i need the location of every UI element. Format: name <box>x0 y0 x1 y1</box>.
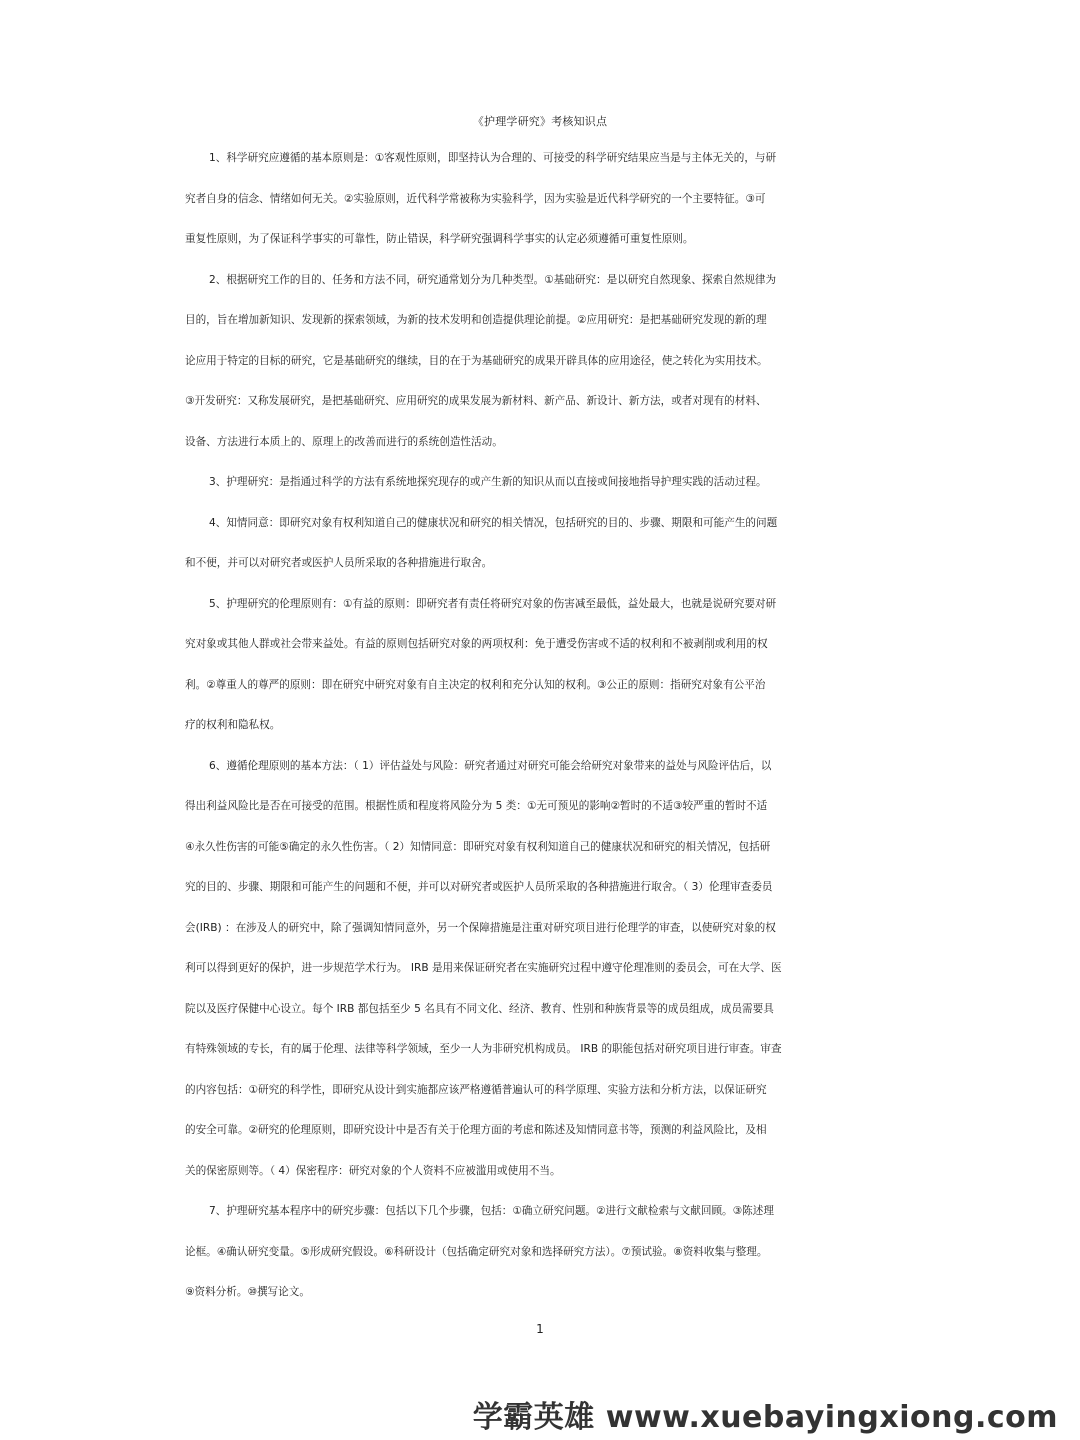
text-line: 关的保密原则等。（ 4）保密程序：研究对象的个人资料不应被滥用或使用不当。 <box>185 1164 561 1177</box>
text-line: 究的目的、步骤、期限和可能产生的问题和不便，并可以对研究者或医护人员所采取的各种措施进行取舍。（ 3）伦理审查委员 <box>185 881 773 893</box>
text-line: ③开发研究：又称发展研究，是把基础研究、应用研究的成果发展为新材料、新产品、新设计、新方法，或者对现有的材料、 <box>185 395 767 407</box>
text-line: 利可以得到更好的保护，进一步规范学术行为。 IRB 是用来保证研究者在实施研究过程中遵守伦理准则的委员会，可在大学、医 <box>185 962 782 974</box>
text-line: 设备、方法进行本质上的、原理上的改善而进行的系统创造性活动。 <box>185 435 503 448</box>
text-line: 究对象或其他人群或社会带来益处。有益的原则包括研究对象的两项权利：免于遭受伤害或不适的权利和不被剥削或利用的权 <box>185 638 768 650</box>
text-line: 利。②尊重人的尊严的原则：即在研究中研究对象有自主决定的权利和充分认知的权利。③公正的原则：指研究对象有公平治 <box>185 678 766 691</box>
text-line: ④永久性伤害的可能⑤确定的永久性伤害。（ 2）知情同意：即研究对象有权利知道自己的健康状况和研究的相关情况，包括研 <box>185 840 771 853</box>
text-line: 4、知情同意：即研究对象有权利知道自己的健康状况和研究的相关情况，包括研究的目的、步骤、期限和可能产生的问题 <box>209 516 778 529</box>
text-line: 2、根据研究工作的目的、任务和方法不同，研究通常划分为几种类型。①基础研究：是以研究自然现象、探索自然规律为 <box>209 273 777 286</box>
text-line: 的安全可靠。②研究的伦理原则，即研究设计中是否有关于伦理方面的考虑和陈述及知情同意书等，预测的利益风险比，及相 <box>185 1124 767 1136</box>
text-line: 论框。④确认研究变量。⑤形成研究假设。⑥科研设计（包括确定研究对象和选择研究方法）。⑦预试验。⑧资料收集与整理。 <box>185 1245 768 1258</box>
text-line: 和不便，并可以对研究者或医护人员所采取的各种措施进行取舍。 <box>185 557 493 569</box>
text-line: 得出利益风险比是否在可接受的范围。根据性质和程度将风险分为 5 类：①无可预见的影响②暂时的不适③较严重的暂时不适 <box>185 800 768 812</box>
text-line: 7、护理研究基本程序中的研究步骤：包括以下几个步骤，包括：①确立研究问题。②进行文献检索与文献回顾。③陈述理 <box>209 1205 774 1217</box>
text-line: 1、科学研究应遵循的基本原则是：①客观性原则，即坚持认为合理的、可接受的科学研究结果应当是与主体无关的，与研 <box>209 152 777 164</box>
text-line: 论应用于特定的目标的研究，它是基础研究的继续，目的在于为基础研究的成果开辟具体的应用途径，使之转化为实用技术。 <box>185 354 768 367</box>
text-line: 的内容包括：①研究的科学性，即研究从设计到实施都应该严格遵循普遍认可的科学原理、实验方法和分析方法，以保证研究 <box>185 1083 767 1096</box>
document-title: 《护理学研究》考核知识点 <box>472 115 608 128</box>
text-line: 5、护理研究的伦理原则有：①有益的原则：即研究者有责任将研究对象的伤害减至最低，益处最大，也就是说研究要对研 <box>209 597 777 610</box>
text-line: 有特殊领域的专长，有的属于伦理、法律等科学领域，至少一人为非研究机构成员。 IRB 的职能包括对研究项目进行审查。审查 <box>185 1043 782 1055</box>
text-line: 3、护理研究：是指通过科学的方法有系统地探究现存的或产生新的知识从而以直接或间接地指导护理实践的活动过程。 <box>209 476 767 488</box>
page-number: 1 <box>536 1322 544 1336</box>
text-line: 6、遵循伦理原则的基本方法：（ 1）评估益处与风险：研究者通过对研究可能会给研究对象带来的益处与风险评估后，以 <box>209 759 772 772</box>
site-watermark: 学霸英雄 www.xuebayingxiong.com <box>472 1400 1058 1435</box>
text-line: 院以及医疗保健中心设立。每个 IRB 都包括至少 5 名具有不同文化、经济、教育、性别和种族背景等的成员组成，成员需要具 <box>185 1002 774 1015</box>
text-line: 重复性原则，为了保证科学事实的可靠性，防止错误，科学研究强调科学事实的认定必须遵循可重复性原则。 <box>185 233 694 245</box>
text-line: 目的，旨在增加新知识、发现新的探索领域，为新的技术发明和创造提供理论前提。②应用研究：是把基础研究发现的新的理 <box>185 314 767 326</box>
text-line: ⑨资料分析。⑩撰写论文。 <box>185 1286 310 1298</box>
text-line: 疗的权利和隐私权。 <box>185 719 281 731</box>
text-line: 会(IRB) ：在涉及人的研究中，除了强调知情同意外，另一个保障措施是注重对研究项目进行伦理学的审查，以使研究对象的权 <box>185 921 776 934</box>
document-body <box>185 150 885 1325</box>
text-line: 究者自身的信念、情绪如何无关。②实验原则，近代科学常被称为实验科学，因为实验是近代科学研究的一个主要特征。③可 <box>185 192 766 205</box>
